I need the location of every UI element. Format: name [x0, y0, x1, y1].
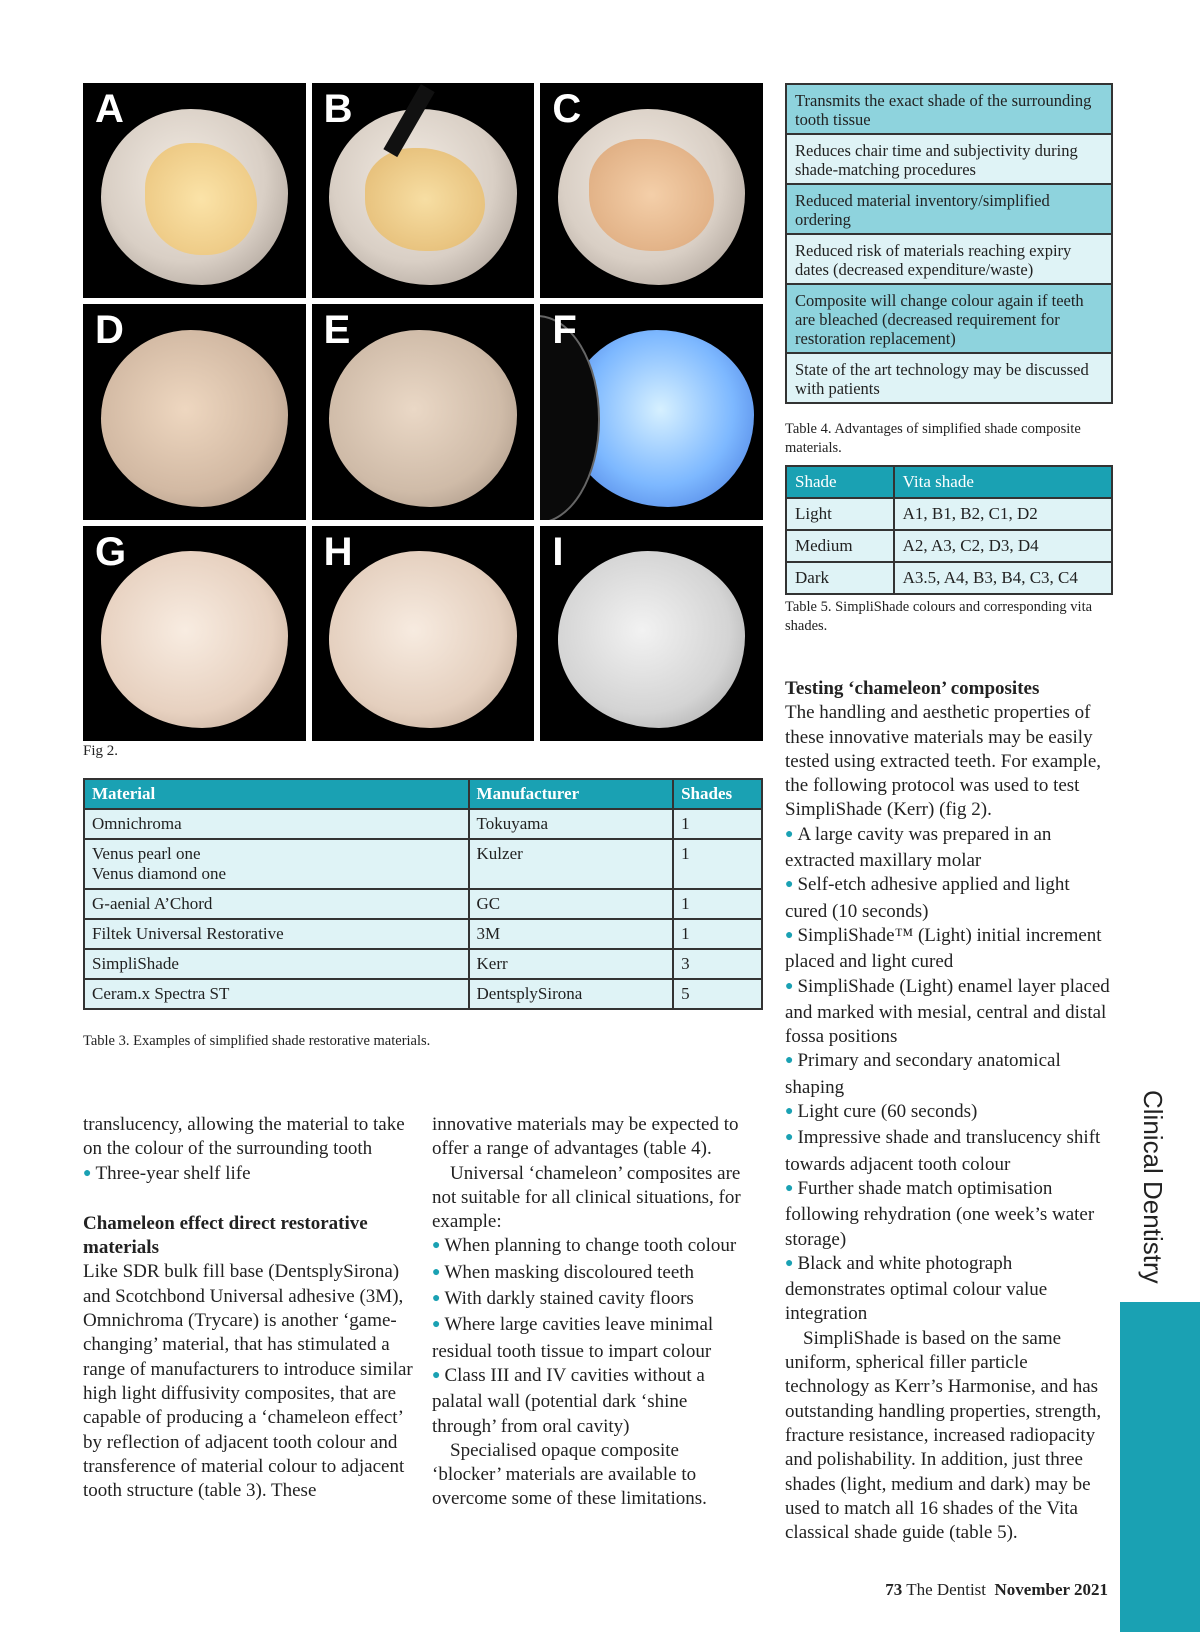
table-cell: State of the art technology may be discussed with patients [786, 353, 1112, 403]
table-cell: Ceram.x Spectra ST [84, 979, 469, 1009]
table-cell: 1 [673, 919, 762, 949]
table-cell: Kerr [469, 949, 674, 979]
bullet-item: ● A large cavity was prepared in an extracted maxillary molar [785, 823, 1115, 874]
table-cell: Filtek Universal Restorative [84, 919, 469, 949]
panel-label: E [323, 308, 351, 353]
table-row [84, 979, 762, 1009]
bullet-item: ● SimpliShade (Light) enamel layer placed and marked with mesial, central and distal fossa positions [785, 975, 1115, 1050]
table-cell: Reduced material inventory/simplified ordering [786, 184, 1112, 234]
bullet-item: ● When masking discoloured teeth [432, 1261, 752, 1287]
table-header-row [84, 779, 762, 809]
photo-panel-i [540, 526, 763, 741]
photo-panel-a [83, 83, 306, 298]
table-row [84, 809, 762, 839]
paragraph: innovative materials may be expected to offer a range of advantages (table 4). [432, 1114, 739, 1160]
panel-label: D [95, 308, 124, 353]
bullet-item: ● Black and white photograph demonstrates optimal colour value integration [785, 1252, 1115, 1327]
bullet-item: ● With darkly stained cavity floors [432, 1287, 752, 1313]
text-column-3 [785, 677, 1115, 1545]
table-cell: Tokuyama [469, 809, 674, 839]
table-cell: Transmits the exact shade of the surrounding tooth tissue [786, 84, 1112, 134]
table-header-row [786, 466, 1112, 498]
table-header-cell: Shades [673, 779, 762, 809]
photo-panel-d [83, 304, 306, 519]
photo-panel-c [540, 83, 763, 298]
table-cell: DentsplySirona [469, 979, 674, 1009]
section-tab-bar [1120, 1302, 1200, 1632]
bullet-item: ● Self-etch adhesive applied and light cured (10 seconds) [785, 873, 1115, 924]
table-row [786, 184, 1112, 234]
table-header-cell: Vita shade [894, 466, 1112, 498]
table-row [786, 353, 1112, 403]
panel-label: F [552, 308, 577, 353]
table-row [786, 84, 1112, 134]
table-row [84, 889, 762, 919]
paragraph: The handling and aesthetic properties of these innovative materials may be easily tested using extracted teeth. For example, the following protocol was used to test SimpliShade (Kerr) (fig 2). [785, 702, 1102, 821]
table-5 [785, 465, 1113, 595]
photo-panel-g [83, 526, 306, 741]
table-cell: 5 [673, 979, 762, 1009]
table-cell: Composite will change colour again if teeth are bleached (decreased requirement for restoration replacement) [786, 284, 1112, 353]
table-row [84, 949, 762, 979]
table-cell: SimpliShade [84, 949, 469, 979]
bullet-item: ● Further shade match optimisation following rehydration (one week’s water storage) [785, 1177, 1115, 1252]
text-column-1 [83, 1113, 418, 1503]
panel-label: I [552, 529, 564, 574]
panel-label: C [552, 87, 582, 131]
section-heading: Testing ‘chameleon’ composites [785, 678, 1040, 699]
table-4 [785, 83, 1113, 404]
photo-panel-b [312, 83, 535, 298]
section-heading: Chameleon effect direct restorative materials [83, 1212, 368, 1259]
table-row [786, 562, 1112, 594]
table-cell: Reduces chair time and subjectivity during shade-matching procedures [786, 134, 1112, 184]
panel-label: A [95, 87, 124, 131]
table-cell: Reduced risk of materials reaching expiry dates (decreased expenditure/waste) [786, 234, 1112, 284]
table-row [786, 134, 1112, 184]
table-cell: A3.5, A4, B3, B4, C3, C4 [894, 562, 1112, 594]
paragraph: Like SDR bulk fill base (DentsplySirona) and Scotchbond Universal adhesive (3M), Omnichroma (Trycare) is another ‘game-changing’ material, that has stimulated a range of manufacturers to introduce similar high light diffusivity composites, that are capable of producing a ‘chameleon effect’ by reflection of adjacent tooth colour and transference of material colour to adjacent tooth structure (table 3). These [83, 1261, 413, 1502]
table-cell: 3 [673, 949, 762, 979]
paragraph: Specialised opaque composite ‘blocker’ materials are available to overcome some of these limitations. [432, 1439, 707, 1510]
bullet-item: ● Where large cavities leave minimal residual tooth tissue to impart colour [432, 1313, 752, 1364]
issue-date: November 2021 [994, 1580, 1108, 1599]
table-3-caption: Table 3. Examples of simplified shade restorative materials. [83, 1033, 431, 1049]
table-row [786, 530, 1112, 562]
table-header-cell: Material [84, 779, 469, 809]
page-footer [885, 1580, 1108, 1600]
table-cell: G-aenial A’Chord [84, 889, 469, 919]
figure-caption: Fig 2. [83, 743, 119, 759]
table-3 [83, 778, 763, 1010]
photo-panel-e [312, 304, 535, 519]
table-4-caption: Table 4. Advantages of simplified shade composite materials. [785, 421, 1081, 456]
bullet-item: ● Light cure (60 seconds) [785, 1100, 1115, 1126]
table-cell: 1 [673, 889, 762, 919]
bullet-item: ● Primary and secondary anatomical shaping [785, 1049, 1115, 1100]
table-cell: Medium [786, 530, 894, 562]
table-cell: Light [786, 498, 894, 530]
table-header-cell: Manufacturer [469, 779, 674, 809]
table-cell: Kulzer [469, 839, 674, 889]
photo-panel-h [312, 526, 535, 741]
bullet-item: ● When planning to change tooth colour [432, 1234, 752, 1260]
paragraph: SimpliShade is based on the same uniform, spherical filler particle technology as Kerr’s Harmonise, and has outstanding handling properties, strength, fracture resistance, increased radiopacity and polishability. In addition, just three shades (light, medium and dark) may be used to match all 16 shades of the Vita classical shade guide (table 5). [785, 1327, 1102, 1544]
bullet-item: ● Class III and IV cavities without a palatal wall (potential dark ‘shine through’ from oral cavity) [432, 1364, 752, 1439]
paragraph: Universal ‘chameleon’ composites are not suitable for all clinical situations, for example: [432, 1162, 741, 1233]
page-number: 73 [885, 1580, 903, 1599]
panel-label: G [95, 529, 127, 574]
photo-panel-f [540, 304, 763, 519]
table-cell: A1, B1, B2, C1, D2 [894, 498, 1112, 530]
table-row [786, 498, 1112, 530]
table-cell: Dark [786, 562, 894, 594]
bullet-item: ● Three-year shelf life [83, 1162, 418, 1188]
table-cell: Omnichroma [84, 809, 469, 839]
table-cell: Venus pearl one Venus diamond one [84, 839, 469, 889]
panel-label: B [323, 87, 353, 131]
panel-label: H [323, 529, 353, 574]
table-header-cell: Shade [786, 466, 894, 498]
paragraph: translucency, allowing the material to take on the colour of the surrounding tooth [83, 1114, 405, 1160]
table-5-caption: Table 5. SimpliShade colours and corresponding vita shades. [785, 599, 1093, 634]
table-cell: 3M [469, 919, 674, 949]
publication-name: The Dentist [906, 1580, 987, 1599]
text-column-2 [432, 1113, 752, 1512]
table-cell: 1 [673, 839, 762, 889]
section-tab-label: Clinical Dentistry [1138, 1090, 1168, 1284]
figure-2-photo-grid [83, 83, 763, 741]
bullet-item: ● Impressive shade and translucency shift towards adjacent tooth colour [785, 1126, 1115, 1177]
table-cell: A2, A3, C2, D3, D4 [894, 530, 1112, 562]
table-row [84, 839, 762, 889]
table-cell: GC [469, 889, 674, 919]
table-row [786, 234, 1112, 284]
bullet-item: ● SimpliShade™ (Light) initial increment placed and light cured [785, 924, 1115, 975]
table-cell: 1 [673, 809, 762, 839]
table-row [84, 919, 762, 949]
table-row [786, 284, 1112, 353]
